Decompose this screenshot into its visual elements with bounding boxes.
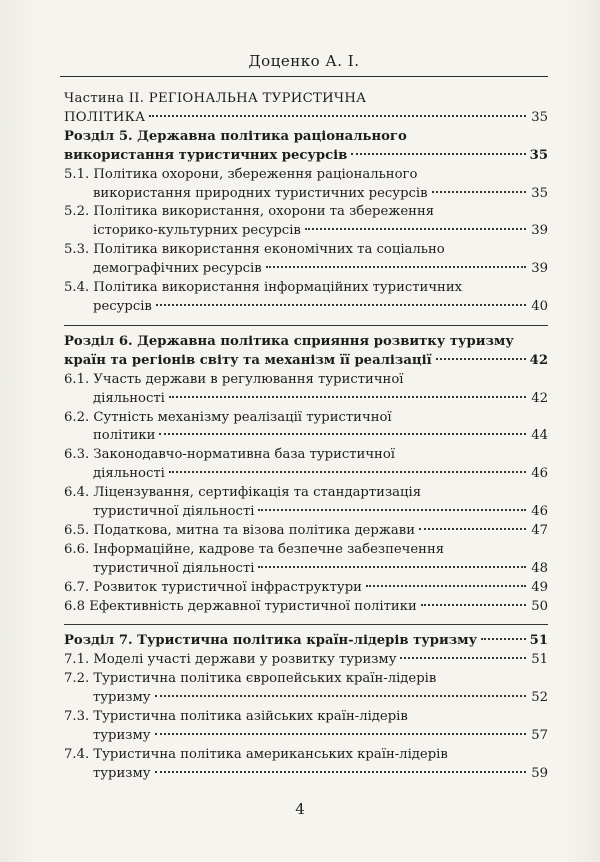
dot-leader <box>436 358 526 360</box>
toc-entry-text: діяльності <box>93 390 165 406</box>
toc-entry-text: Ефективність державної туристичної політики <box>89 598 417 614</box>
dot-leader <box>156 304 526 306</box>
running-header-author: Доценко А. І. <box>248 52 360 70</box>
table-of-contents <box>64 90 548 784</box>
toc-entry-text: туризму <box>93 690 151 706</box>
toc-entry-text: політики <box>93 428 156 444</box>
toc-entry-text: Туристична політика європейських країн-лідерів <box>93 671 437 687</box>
dot-leader <box>419 528 526 530</box>
toc-entry-text: Моделі участі держави у розвитку туризму <box>93 652 397 668</box>
dot-leader <box>155 695 527 697</box>
toc-entry-text: Розвиток туристичної інфраструктури <box>93 579 362 595</box>
dot-leader <box>421 604 526 606</box>
toc-entry-number: 6.7. <box>64 579 90 595</box>
toc-page-number: 46 <box>531 504 548 520</box>
toc-page-number: 57 <box>531 728 548 743</box>
toc-entry-text: діяльності <box>93 466 165 482</box>
toc-entry-number: 5.1. <box>64 166 90 182</box>
header-rule <box>60 76 548 77</box>
toc-page-number: 42 <box>531 390 548 406</box>
toc-entry <box>64 279 548 317</box>
toc-entry <box>64 746 548 784</box>
toc-page-number: 52 <box>531 690 548 706</box>
toc-entry <box>64 522 548 541</box>
toc-entry-text: ПОЛІТИКА <box>64 109 146 125</box>
dot-leader <box>305 228 526 230</box>
toc-entry-text: ресурсів <box>93 298 152 314</box>
dot-leader <box>155 733 527 735</box>
dot-leader <box>432 191 526 193</box>
toc-entry-text: країн та регіонів світу та механізм її реалізації <box>64 352 432 368</box>
toc-entry-text: Розділ 6. Державна політика сприяння розвитку туризму <box>64 333 514 349</box>
toc-entry-text: туризму <box>93 728 151 743</box>
toc-page-number: 50 <box>531 598 548 614</box>
toc-page-number: 35 <box>531 185 548 201</box>
toc-entry <box>64 579 548 598</box>
dot-leader <box>366 585 526 587</box>
toc-entry-number: 6.3. <box>64 447 90 463</box>
toc-entry <box>64 409 548 447</box>
dot-leader <box>400 657 526 659</box>
dot-leader <box>258 509 526 511</box>
dot-leader <box>351 153 525 155</box>
toc-entry-number: 5.3. <box>64 242 90 258</box>
toc-entry-text: Політика охорони, збереження раціонального <box>93 166 418 182</box>
toc-entry-number: 6.4. <box>64 485 90 501</box>
dot-leader <box>149 115 526 117</box>
toc-entry-text: Законодавчо-нормативна база туристичної <box>93 447 396 463</box>
toc-entry-number: 5.2. <box>64 204 90 220</box>
toc-entry <box>64 128 548 166</box>
toc-entry-number: 7.4. <box>64 746 90 762</box>
dot-leader <box>169 471 526 473</box>
toc-entry-text: демографічних ресурсів <box>93 261 262 277</box>
toc-entry-text: туристичної діяльності <box>93 504 255 520</box>
toc-entry-number: 6.6. <box>64 541 90 557</box>
toc-entry <box>64 708 548 746</box>
toc-page-number: 35 <box>531 109 548 125</box>
toc-entry-text: Сутність механізму реалізації туристичної <box>93 409 392 425</box>
toc-entry-text: Розділ 5. Державна політика раціонального <box>64 128 407 144</box>
toc-entry <box>64 166 548 204</box>
toc-entry-number: 7.2. <box>64 671 90 687</box>
page-number: 4 <box>295 800 305 818</box>
toc-page-number: 44 <box>531 428 548 444</box>
toc-page-number: 48 <box>531 560 548 576</box>
dot-leader <box>169 396 526 398</box>
dot-leader <box>155 771 527 773</box>
toc-entry <box>64 90 548 128</box>
toc-entry-number: 7.1. <box>64 652 90 668</box>
toc-entry-text: Туристична політика американських країн-лідерів <box>93 746 448 762</box>
toc-page-number: 59 <box>531 765 548 781</box>
toc-page-number: 42 <box>529 352 548 368</box>
toc-entry <box>64 541 548 579</box>
toc-entry <box>64 598 548 617</box>
toc-entry-text: Інформаційне, кадрове та безпечне забезпечення <box>93 541 445 557</box>
toc-entry-text: використання туристичних ресурсів <box>64 147 348 163</box>
toc-entry-text: історико-культурних ресурсів <box>93 223 301 239</box>
toc-entry <box>64 651 548 670</box>
toc-entry-text: Ліцензування, сертифікація та стандартизація <box>93 485 422 501</box>
toc-entry-text: Участь держави в регулювання туристичної <box>93 371 404 387</box>
toc-entry <box>64 325 548 371</box>
toc-entry-number: 6.1. <box>64 371 90 387</box>
toc-entry-text: Політика використання інформаційних туристичних <box>93 280 463 296</box>
toc-entry-text: Політика використання економічних та соціально <box>93 242 445 258</box>
toc-entry-text: туристичної діяльності <box>93 560 255 576</box>
toc-entry-number: 6.2. <box>64 409 90 425</box>
dot-leader <box>481 638 526 640</box>
toc-entry-number: 6.8 <box>64 598 85 614</box>
dot-leader <box>266 266 526 268</box>
toc-entry-text: Частина ІІ. РЕГІОНАЛЬНА ТУРИСТИЧНА <box>64 91 367 106</box>
toc-entry-text: Туристична політика азійських країн-лідерів <box>93 709 408 725</box>
toc-page-number: 39 <box>531 223 548 239</box>
toc-entry-number: 5.4. <box>64 280 90 296</box>
toc-page-number: 49 <box>531 579 548 595</box>
toc-entry <box>64 241 548 279</box>
toc-entry-text: Податкова, митна та візова політика держави <box>93 522 416 538</box>
toc-page-number: 39 <box>531 261 548 277</box>
toc-entry-text: Політика використання, охорони та збереження <box>93 204 435 220</box>
toc-entry <box>64 371 548 409</box>
toc-entry-text: використання природних туристичних ресурсів <box>93 185 428 201</box>
toc-page-number: 47 <box>531 522 548 538</box>
toc-entry-number: 7.3. <box>64 709 90 725</box>
toc-page-number: 51 <box>531 652 548 668</box>
toc-page-number: 35 <box>529 147 548 163</box>
toc-entry-number: 6.5. <box>64 522 90 538</box>
toc-entry-text: Розділ 7. Туристична політика країн-лідерів туризму <box>64 633 478 649</box>
dot-leader <box>159 433 526 435</box>
toc-entry <box>64 203 548 241</box>
toc-entry <box>64 446 548 484</box>
dot-leader <box>258 566 526 568</box>
toc-entry-text: туризму <box>93 765 151 781</box>
toc-entry <box>64 624 548 651</box>
toc-entry <box>64 670 548 708</box>
toc-page-number: 46 <box>531 466 548 482</box>
toc-entry <box>64 484 548 522</box>
toc-page-number: 51 <box>529 633 548 649</box>
toc-page-number: 40 <box>531 298 548 314</box>
